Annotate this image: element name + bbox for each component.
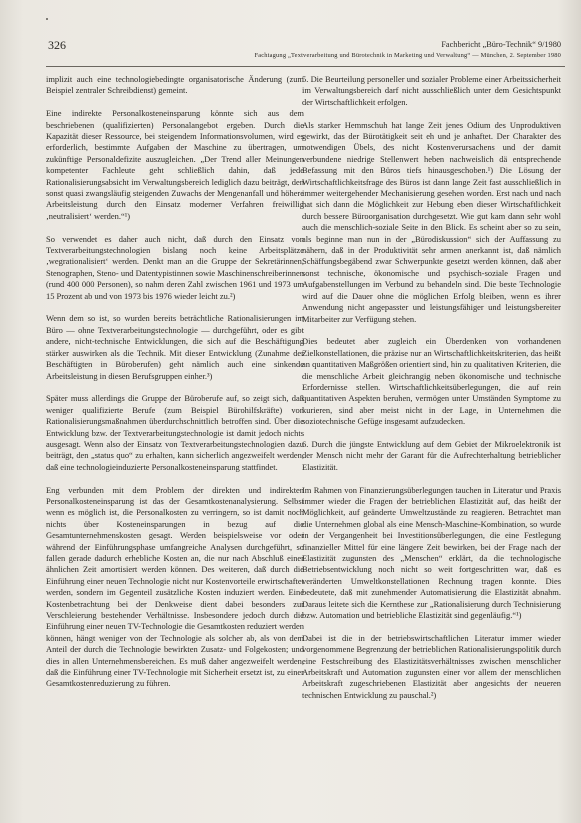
paragraph: Später muss allerdings die Gruppe der Büroberufe auf, so zeigt sich, daß weniger qualifizierte Berufe (zum Beispiel Bürohilfskräfte) von Rationalisierungsmaßnahmen überdurchschnittlich betroffen sind. Über die Entwicklung bzw. der Textverarbeitungstechnologie ist damit jedoch nichts ausgesagt. Wenn also der Einsatz von Textverarbeitungstechnologien dazu beiträgt, den „status quo“ zu erhalten, kann sicherlich angezweifelt werden, daß eine technologieinduzierte Personalkosteneinsparung stattfindet. [46,393,304,472]
paragraph: implizit auch eine technologiebedingte organisatorische Änderung (zum Beispiel zentraler Schreibdienst) gemeint. [46,74,304,96]
paragraph: Dabei ist die in der betriebswirtschaftlichen Literatur immer wieder vorgenommene Begrenzung der betrieblichen Rationalisierungspolitik durch eine Festschreibung des Elastizitätsverhältnisses zwischen menschlicher Arbeitskraft und Automation zugunsten einer vor allem der menschlichen Arbeitskraft zugeschriebenen Elastizität aber angesichts der neueren technischen Entwicklung zu pauschal.²) [302,632,561,700]
paragraph: Als starker Hemmschuh hat lange Zeit jenes Odium des Unproduktiven gewirkt, das der Bürotätigkeit seit eh und je anhaftet. Der Charakter des notwendigen Übels, des nicht Kostenverursachens und der damit verbundene niedrige Stellenwert heben nachweislich dä entsprechende Befassung mit den Büros tiefs hinausgeschoben.¹) Die Lösung der Wirtschaftlichkeitsfrage des Büros ist dann lange Zeit fast ausschließlich in immer weitergehender Mechanisierung gesehen worden. Erst nach und nach hat sich dann die Möglichkeit zur Hebung eben dieser Wirtschaftlichkeit durch bessere Büroorganisation durchgesetzt. Wie gut kam dann sehr wohl auch die menschlich-soziale Seite in den Blick. Es scheint aber so zu sein, als beginne man nun in der „Bürodiskussion“ sich der Auffassung zu nähern, daß in der Produktivität sehr armen anerkannt ist, daß nämlich Schäffungsbegäbend zwar Schwerpunkte gesetzt werden können, daß aber sonst technische, ökonomische und psychisch-soziale Fragen und Aufgabenstellungen im Verbund zu behandeln sind. Die beste Technologie wird auf die Dauer ohne die möglichen Erfolg bleiben, wenn es ihrer Anwendung nicht angepasster und leistungsfähiger und leistungsbereiter Mitarbeiter zur Verfügung stehen. [302,119,561,324]
paragraph: Im Rahmen von Finanzierungsüberlegungen tauchen in Literatur und Praxis immer wieder die Fragen der betrieblichen Elastizität auf, das heißt der Möglichkeit, auf geänderte Umweltzustände zu reagieren. Betrachtet man die Unternehmen global als eine Mensch-Maschine-Kombination, so wurde in der Vergangenheit bei Investitionsüberlegungen, die eine Festlegung finanzieller Mittel für eine längere Zeit bewirken, bei der Frage nach der Elastizität zugunsten des „Menschen“ erklärt, da die technologische Betriebsentwicklung noch nicht so weit fortgeschritten war, daß es veränderten Umweltkonstellationen Rechnung tragen konnte. Dies bedeutete, daß mit zunehmender Automatisierung die Elastizität abnahm. Daraus leitete sich die Kernthese zur „Rationalisierung durch Technisierung bzw. Automation und betriebliche Elastizität sind gegenläufig.“¹) [302,484,561,621]
paragraph: 5. Die Beurteilung personeller und sozialer Probleme einer Arbeitssicherheit im Verwaltungsbereich darf nicht ausschließlich unter dem Gesichtspunkt der Wirtschaftlichkeit erfolgen. [302,74,561,107]
right-text-column [302,74,561,804]
paragraph: Eng verbunden mit dem Problem der direkten und indirekten Personalkosteneinsparung ist das der Gesamtkostenanalysierung. Selbst wenn es möglich ist, die Personalkosten zu verringern, so ist damit noch nichts über Kosteneinsparungen in bezug auf die Gesamtunternehmenskosten gesagt. Werden beispielsweise vor oder während der Einführungsphase umfangreiche Analysen durchgeführt, so fallen gerade dadurch erhebliche Kosten an, die nur nach Abschluß einer ähnlichen Zeit amortisiert werden können. Des weiteren, daß durch die Einführung einer neuen Technologie nicht nur Kostenvorteile erwirtschaftet werden, sondern im Gegenteil zusätzliche Kosten induziert werden. Eine Kostenbetrachtung bei der Denkweise dient dabei besonders zur Verschleierung bestehender Verhältnisse. Insbesondere jedoch durch die Einführung einer neuen TV-Technologie die Gesamtkosten reduziert werden können, hängt weniger von der Technologie als solcher ab, als von dem Anteil der durch die Technologie bewirkten Zusatz- und Folgekosten; und dies in allen Unternehmensbereichen. Es muß daher angezweifelt werden, daß die Einführung einer TV-Technologie mit Sicherheit ersetzt ist, zu einer Gesamtkostenreduzierung zu führen. [46,484,304,689]
journal-title: Fachbericht „Büro-Technik“ 9/1980 [441,40,561,49]
paragraph: So verwendet es daher auch nicht, daß durch den Einsatz von Textverarbeitungstechnologien bislang noch keine Arbeitsplätze ‚wegrationalisiert‘ werden. Denkt man an die Gruppe der Sekretärinnen, Stenographen, Steno- und Datentypistinnen sowie Maschinenschreiberinnen (rund 400 000 Personen), so nahm deren Zahl zwischen 1961 und 1973 um 15 Prozent ab und von 1973 bis 1976 wieder leicht zu.²) [46,233,304,301]
page-header [46,36,565,67]
left-text-column [46,74,304,804]
paragraph: 6. Durch die jüngste Entwicklung auf dem Gebiet der Mikroelektronik ist der Mensch nicht mehr der Garant für die Aufrechterhaltung betrieblicher Elastizität. [302,438,561,472]
issue-line: Fachtagung „Textverarbeitung und Bürotechnik in Marketing und Verwaltung“ — München, 2. September 1980 [254,52,561,59]
page-mark [46,18,48,20]
paragraph: Wenn dem so ist, so wurden bereits beträchtliche Rationalisierungen im Büro — ohne Textverarbeitungstechnologie — durchgeführt, oder es gibt andere, nicht-technische Entwicklungen, die sich auf die Beschäftigung stärker auswirken als die Technik. Mit dieser Entwicklung (Zunahme der Beschäftigten in Büroberufen) geht nämlich auch eine sinkende Arbeitsleistung in diesen Berufsgruppen einher.³) [46,313,304,381]
paragraph: Eine indirekte Personalkosteneinsparung könnte sich aus dem beschriebenen (qualifizierten) Personalangebot ergeben. Durch die Kapazität dieser Ressource, bei steigendem Informationsvolumen, wird es erforderlich, bestimmte Aufgaben der Maschine zu übertragen, um zukünftige Personaldefizite auszugleichen. „Der Trend aller Meinungen kompetenter Fachleute geht schließlich dahin, daß jede Rationalisierungsabsicht im Verwaltungsbereich lediglich dazu beiträgt, den sonst quasi zwangsläufig steigenden Zuwachs der Mengenanfall und höhere Arbeitsleistung durch den Einsatz moderner Verfahren freiwillig ‚neutralisiert‘ werden.“¹) [46,108,304,221]
paragraph: Dies bedeutet aber zugleich ein Überdenken von vorhandenen Zielkonstellationen, die präzise nur an Wirtschaftlichkeitskriterien, das heißt an quantitativen Maßgrößen orientiert sind, hin zu qualitativen Kriterien, die die menschliche Arbeit gleichrangig neben ökonomische und technische Erfordernisse stellen. Wirtschaftlichkeitsüberlegungen, die auf rein quantitativen Aspekten beruhen, vermögen unter Umständen Symptome zu kurieren, sind aber meist nicht in der Lage, in Unternehmen die soziotechnische Gefüge insgesamt aufzudecken. [302,336,561,427]
page-number: 326 [48,38,66,52]
